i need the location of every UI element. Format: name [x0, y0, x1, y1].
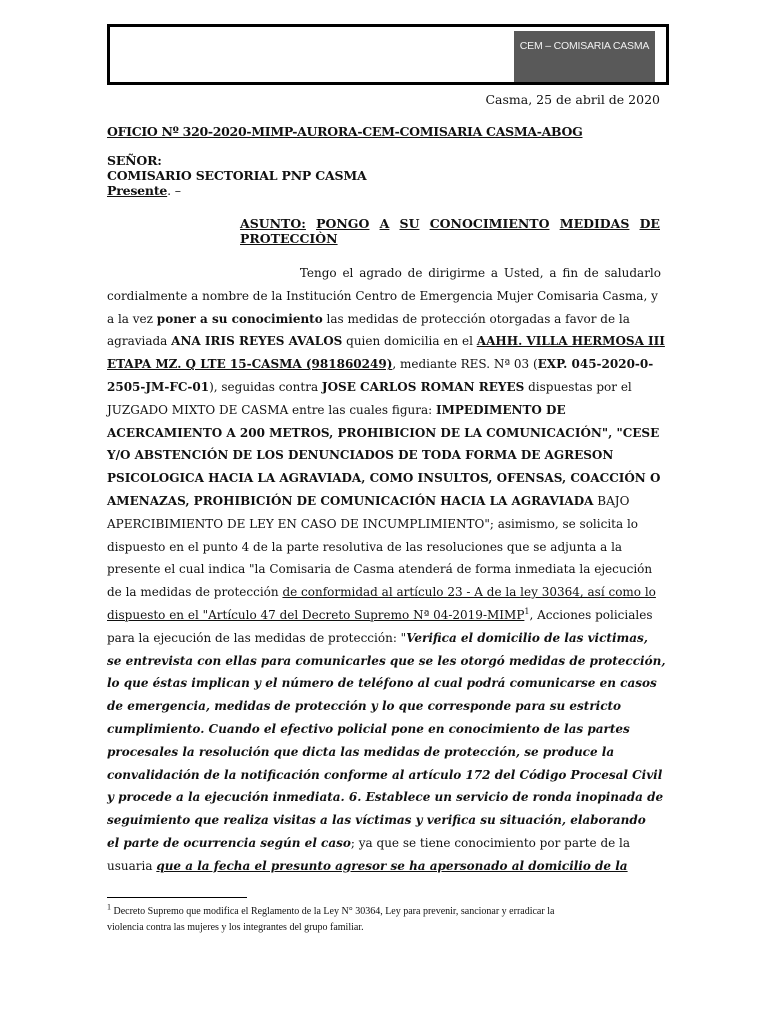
victim-address: AAHH. VILLA HERMOSA III — [476, 334, 665, 349]
subject-word: ASUNTO: — [240, 216, 306, 231]
body-text: , Acciones policiales — [529, 607, 653, 622]
body-line — [107, 741, 661, 764]
body-line — [107, 786, 664, 809]
footnote-line-2: violencia contra las mujeres y los integrantes del grupo familiar. — [107, 922, 364, 933]
body-text: para la ejecución de las medidas de protección: " — [107, 630, 407, 645]
footnote-reference: 1 — [524, 606, 530, 616]
body-bold-italic: seguimiento que realiza visitas a las víctimas y verifica su situación, elaborando — [107, 813, 646, 828]
subject-line-2-text: PROTECCIÒN — [240, 231, 338, 246]
footnote-marker: 1 — [107, 902, 111, 912]
body-line — [107, 764, 661, 787]
body-line — [107, 262, 661, 285]
body-line — [107, 581, 661, 604]
subject-block — [240, 216, 660, 246]
body-bold-italic: y procede a la ejecución inmediata. 6. Establece un servicio de ronda inopinada de — [107, 790, 664, 805]
body-bold: PSICOLOGICA HACIA LA AGRAVIADA, COMO INSULTOS, OFENSAS, COACCIÓN O — [107, 471, 661, 486]
body-line — [107, 513, 661, 536]
subject-line-1 — [240, 216, 660, 231]
body-bold: Y/O ABSTENCIÓN DE LOS DENUNCIADOS DE TODA FORMA DE AGRESON — [107, 448, 614, 463]
body-text: quien domicilia en el — [342, 334, 477, 349]
body-underlined: de conformidad al artículo 23 - A de la ley 30364, así como lo — [282, 585, 656, 600]
subject-line-2 — [240, 231, 660, 246]
body-text: ), seguidas contra — [209, 379, 322, 394]
addressee-block — [107, 153, 366, 198]
body-line — [107, 627, 661, 650]
body-line — [107, 399, 661, 422]
letterhead-label: CEM – COMISARIA CASMA — [514, 31, 655, 82]
body-text: dispuesto en el punto 4 de la parte resolutiva de las resoluciones que se adjunta a la — [107, 539, 623, 554]
body-bold: AMENAZAS, PROHIBICIÓN DE COMUNICACIÓN HACIA LA AGRAVIADA — [107, 493, 594, 508]
recipient: COMISARIO SECTORIAL PNP CASMA — [107, 168, 367, 183]
body-text: JUZGADO MIXTO DE CASMA entre las cuales figura: — [107, 402, 436, 417]
body-line — [107, 809, 661, 832]
body-line — [107, 285, 661, 308]
body-text: agraviada — [107, 334, 172, 349]
subject-word: DE — [639, 216, 660, 231]
salutation: SEÑOR: — [107, 153, 162, 168]
letter-date: Casma, 25 de abril de 2020 — [485, 92, 660, 107]
victim-address: ETAPA MZ. Q LTE 15-CASMA (981860249) — [107, 357, 393, 372]
body-line — [107, 536, 661, 559]
body-text: presente el cual indica "la Comisaria de Casma atenderá de forma inmediata la ejecución — [107, 562, 653, 577]
body-line — [107, 558, 661, 581]
presente-line — [107, 183, 366, 198]
body-bold-italic: cumplimiento. Cuando el efectivo policial pone en conocimiento de las partes — [107, 721, 630, 736]
body-bold-italic: procesales la resolución que dicta las medidas de protección, se produce la — [107, 744, 615, 759]
body-text: Tengo el agrado de dirigirme a Usted, a fin de saludarlo — [299, 266, 661, 280]
body-text: dispuestas por el — [524, 379, 632, 394]
footnote-separator — [107, 897, 247, 898]
letterhead-box — [107, 24, 669, 85]
subject-word: CONOCIMIENTO — [429, 216, 550, 231]
body-bold-italic-underlined: que a la fecha el presunto agresor se ha apersonado al domicilio de la — [156, 858, 628, 873]
case-number: 2505-JM-FC-01 — [107, 379, 210, 394]
victim-name: ANA IRIS REYES AVALOS — [171, 334, 343, 349]
body-line — [107, 832, 661, 855]
oficio-number: OFICIO Nº 320-2020-MIMP-AURORA-CEM-COMISARIA CASMA-ABOG — [107, 124, 583, 139]
body-bold-italic: Verifica el domicilio de las victimas, — [406, 630, 648, 645]
subject-word: MEDIDAS — [559, 216, 630, 231]
presente: Presente — [107, 183, 168, 198]
body-line — [107, 490, 661, 513]
body-line — [107, 353, 661, 376]
footnote — [107, 904, 662, 936]
body-line — [107, 330, 665, 353]
subject-word: A — [379, 216, 390, 231]
body-line — [107, 718, 661, 741]
presente-suffix: . – — [167, 183, 181, 198]
case-number: EXP. 045-2020-0- — [537, 357, 654, 372]
footnote-line-1 — [107, 904, 662, 920]
body-line — [107, 376, 661, 399]
body-bold-italic: de emergencia, medidas de protección y lo que corresponde para su estricto — [107, 699, 622, 714]
body-bold: ACERCAMIENTO A 200 METROS, PROHIBICION DE LA COMUNICACIÓN", "CESE — [107, 425, 660, 440]
body-line — [107, 308, 661, 331]
body-line — [107, 444, 661, 467]
body-text: las medidas de protección otorgadas a favor de la — [322, 311, 630, 326]
body-bold: poner a su conocimiento — [156, 311, 323, 326]
body-underlined: dispuesto en el "Artículo 47 del Decreto Supremo Nª 04-2019-MIMP — [107, 607, 525, 622]
body-text: de la medidas de protección — [107, 585, 283, 600]
body-line — [107, 855, 661, 878]
body-text: a la vez — [107, 311, 157, 326]
body-line — [107, 422, 661, 445]
subject-word: PONGO — [316, 216, 370, 231]
body-text: , mediante RES. Nª 03 ( — [392, 357, 538, 372]
body-line — [107, 604, 661, 627]
body-text: ; ya que se tiene conocimiento por parte de la — [350, 835, 631, 850]
body-bold-italic: lo que éstas implican y el número de teléfono al cual podrá comunicarse en casos — [107, 676, 657, 691]
body-bold-italic: se entrevista con ellas para comunicarles que se les otorgó medidas de protección, — [107, 653, 666, 668]
subject-word: SU — [399, 216, 420, 231]
letter-body — [107, 262, 666, 878]
body-bold-italic: convalidación de la notificación conforme al artículo 172 del Código Procesal Civil — [107, 767, 663, 782]
body-line — [107, 650, 666, 673]
body-text: usuaria — [107, 858, 157, 873]
body-bold-italic: el parte de ocurrencia según el caso — [107, 835, 351, 850]
body-text: BAJO — [593, 493, 630, 508]
aggressor-name: JOSE CARLOS ROMAN REYES — [321, 379, 525, 394]
body-line — [107, 695, 661, 718]
body-line — [107, 672, 661, 695]
footnote-text: Decreto Supremo que modifica el Reglamento de la Ley N° 30364, Ley para prevenir, sancionar y erradicar la — [113, 906, 555, 917]
body-line — [107, 467, 661, 490]
body-text: cordialmente a nombre de la Institución Centro de Emergencia Mujer Comisaria Casma, y — [107, 288, 658, 303]
body-bold: IMPEDIMENTO DE — [436, 402, 566, 417]
body-text: APERCIBIMIENTO DE LEY EN CASO DE INCUMPLIMIENTO"; asimismo, se solicita lo — [107, 516, 639, 531]
